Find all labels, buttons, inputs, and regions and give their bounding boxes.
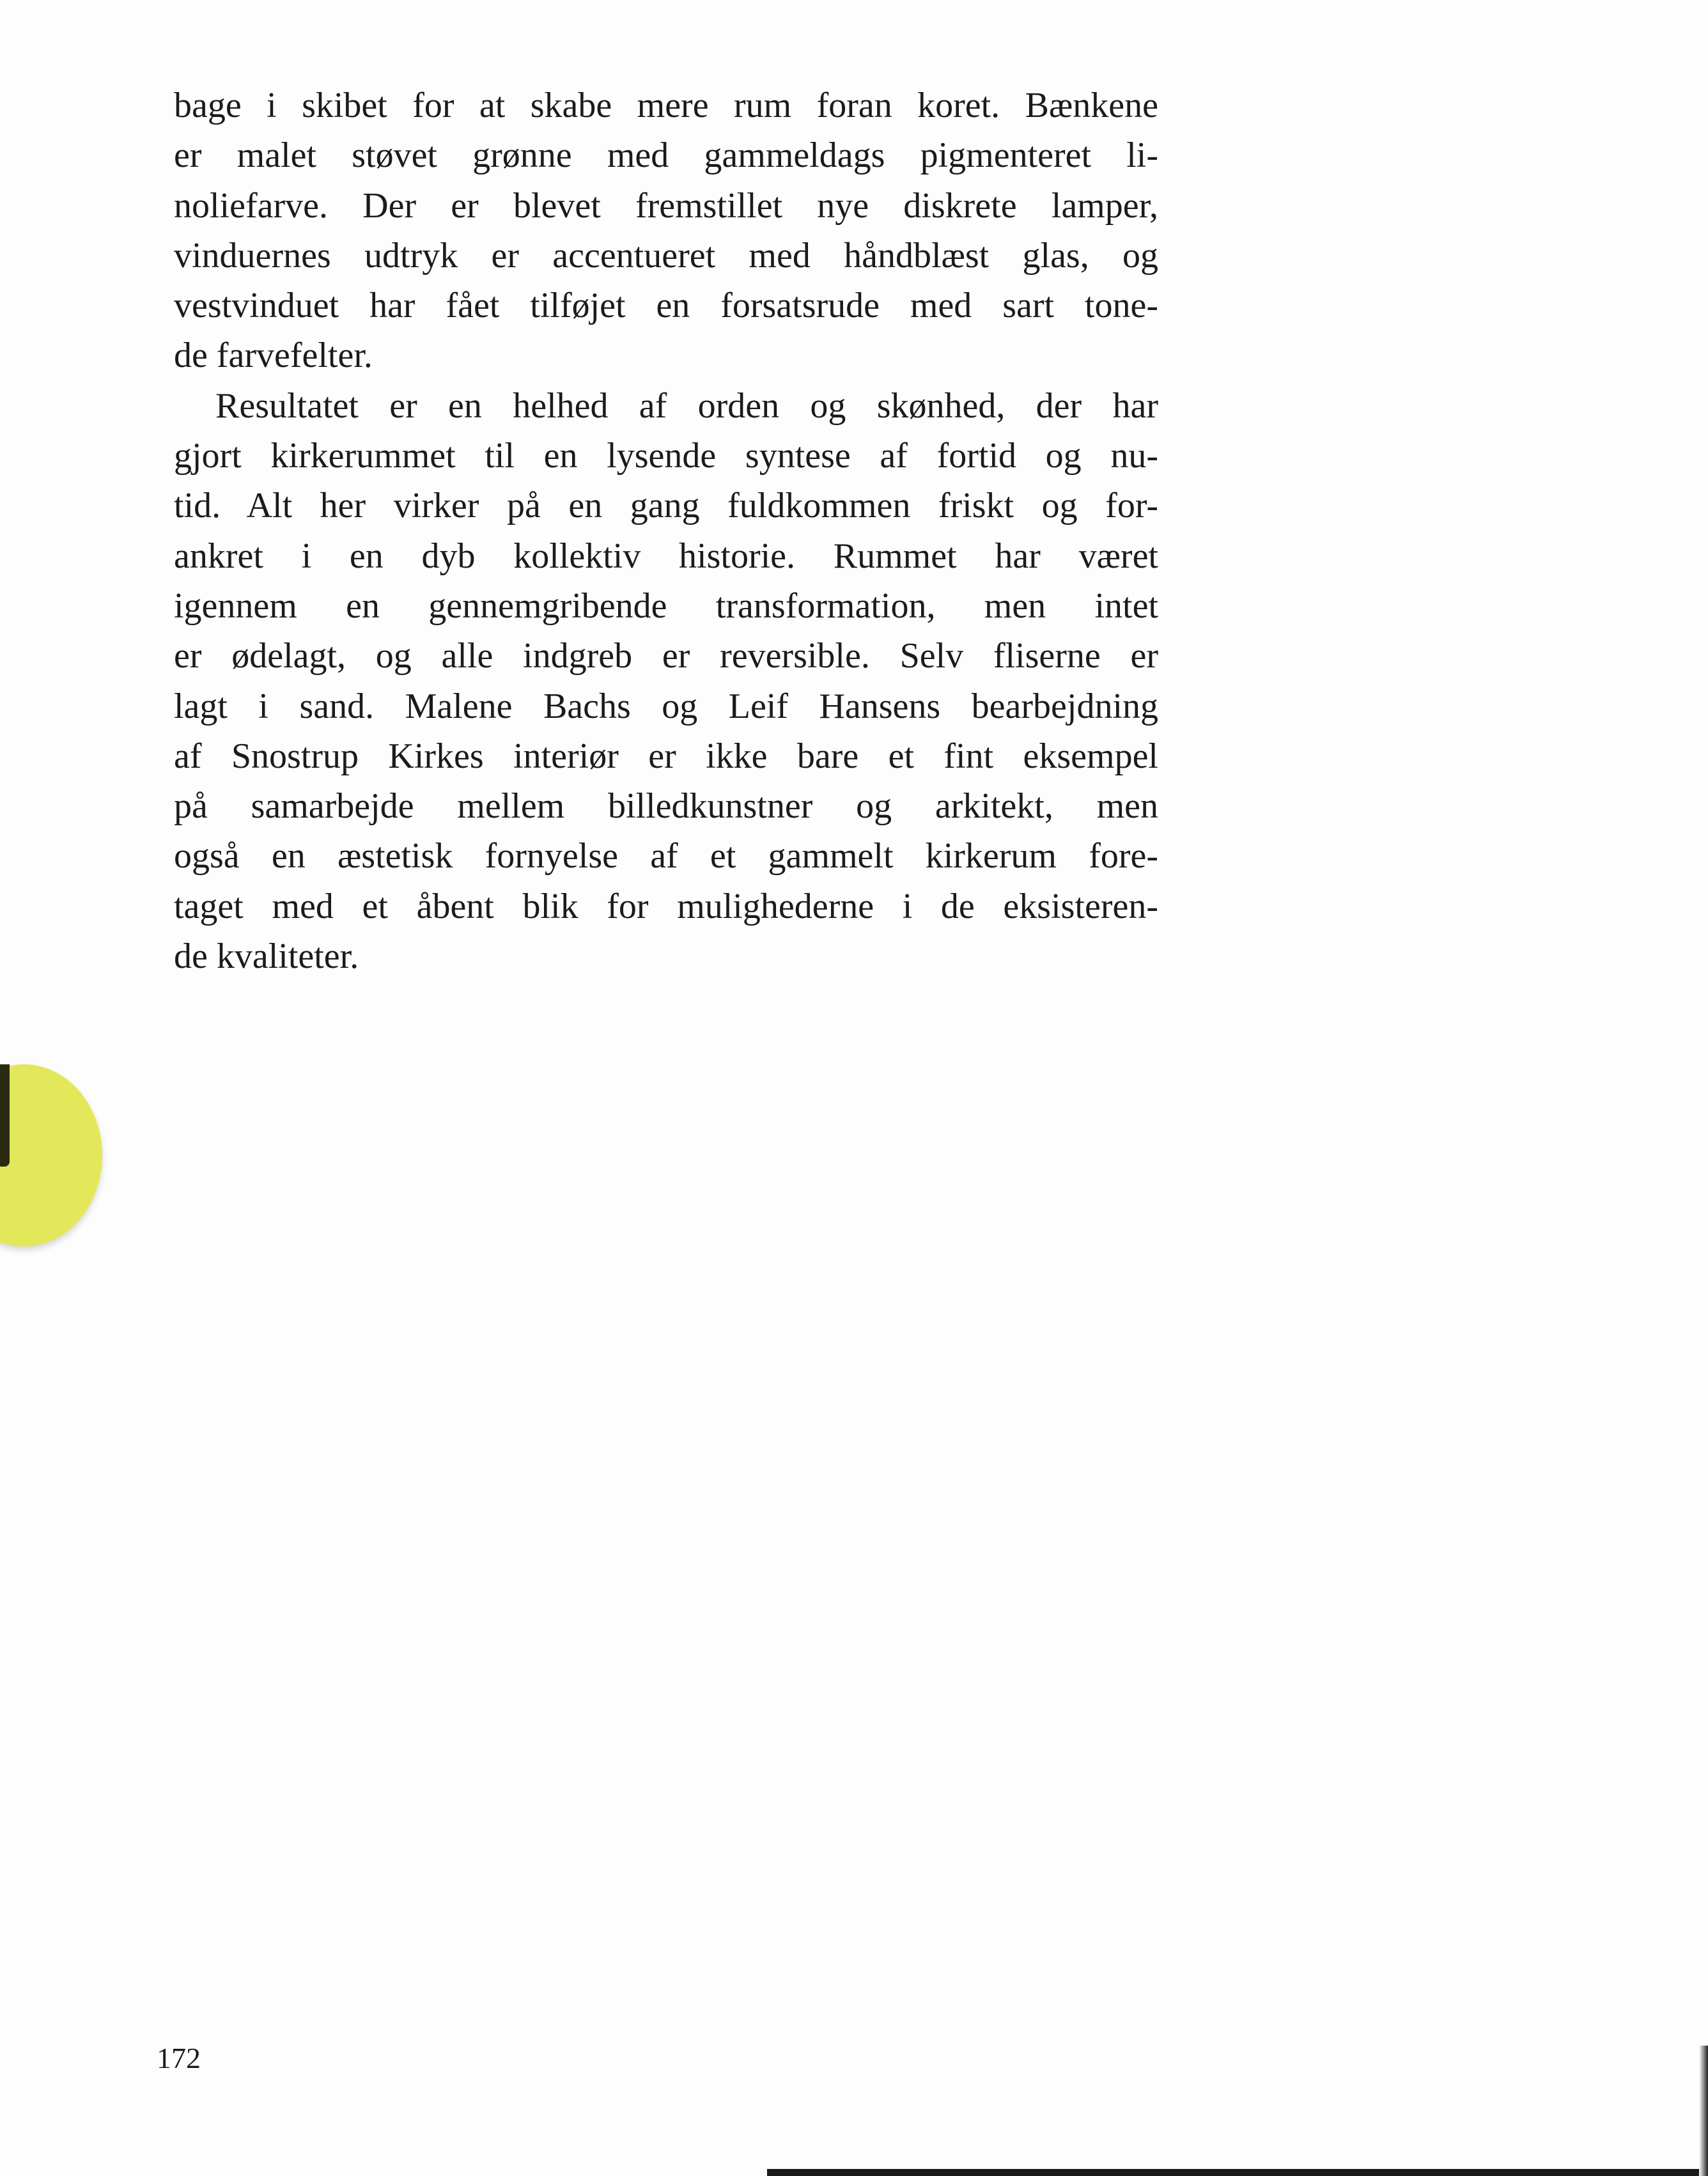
text-line: de kvaliteter. — [174, 936, 359, 977]
text-line: også en æstetisk fornyelse af et gammelt kirkerum fore- — [174, 836, 1158, 876]
text-line: noliefarve. Der er blevet fremstillet nye diskrete lamper, — [174, 185, 1158, 226]
text-line: bage i skibet for at skabe mere rum foran koret. Bænkene — [174, 86, 1158, 125]
text-line: på samarbejde mellem billedkunstner og arkitekt, men — [174, 786, 1158, 827]
yellow-page-tab — [0, 1064, 102, 1247]
text-line: igennem en gennemgribende transformation, men intet — [174, 586, 1158, 626]
page-bottom-edge — [767, 2169, 1708, 2176]
text-line: vinduernes udtryk er accentueret med håndblæst glas, og — [174, 235, 1158, 276]
page-corner-shadow — [1699, 2046, 1708, 2176]
text-line: taget med et åbent blik for mulighederne i de eksisteren- — [174, 886, 1158, 926]
text-line: de farvefelter. — [174, 336, 373, 376]
text-line: gjort kirkerummet til en lysende syntese af fortid og nu- — [174, 436, 1158, 476]
text-line: ankret i en dyb kollektiv historie. Rummet har været — [174, 536, 1158, 576]
text-line: vestvinduet har fået tilføjet en forsatsrude med sart tone- — [174, 286, 1158, 326]
text-line: af Snostrup Kirkes interiør er ikke bare et fint eksempel — [174, 736, 1158, 776]
text-line: er malet støvet grønne med gammeldags pigmenteret li- — [174, 136, 1158, 176]
page-number: 172 — [157, 2042, 201, 2074]
text-line: tid. Alt her virker på en gang fuldkommen friskt og for- — [174, 486, 1158, 526]
body-text — [174, 81, 1158, 981]
text-line: lagt i sand. Malene Bachs og Leif Hansens bearbejdning — [174, 686, 1158, 726]
text-line: er ødelagt, og alle indgreb er reversible. Selv fliserne er — [174, 636, 1158, 676]
paragraph-start-line: Resultatet er en helhed af orden og skønhed, der har — [215, 385, 1158, 426]
